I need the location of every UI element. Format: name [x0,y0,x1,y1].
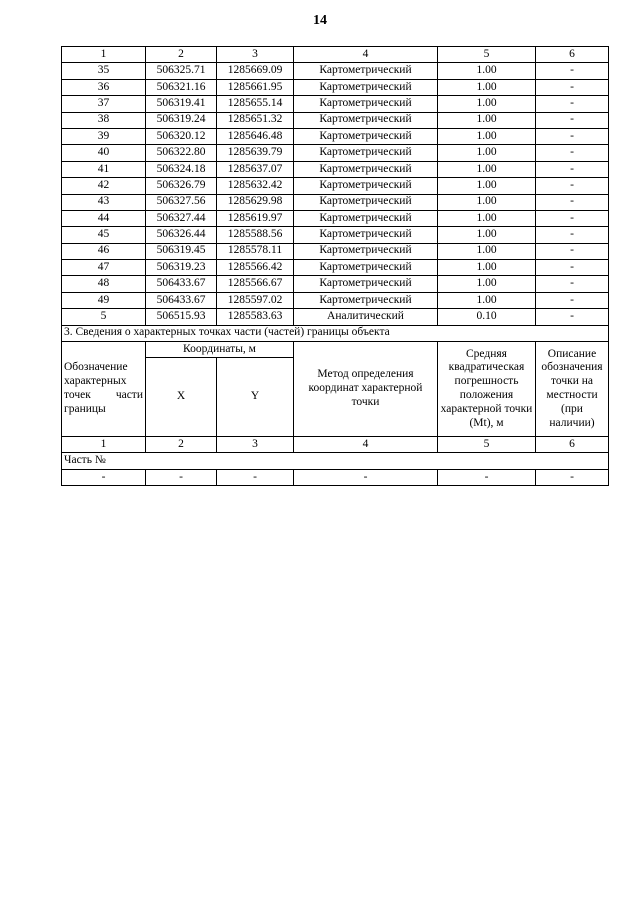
col-number: 6 [536,47,609,63]
y-coordinate-cell: 1285632.42 [217,178,294,194]
method-cell: Картометрический [294,112,438,128]
point-id-cell: 44 [62,210,146,226]
point-id-cell: 41 [62,161,146,177]
table-row [62,96,609,112]
method-header: Метод определения координат характерной точки [294,342,438,437]
point-id-cell: 39 [62,128,146,144]
table-row [62,79,609,95]
description-cell: - [536,63,609,79]
page-number: 14 [313,13,327,28]
x-coordinate-cell: 506324.18 [146,161,217,177]
y-coordinate-cell: 1285566.42 [217,260,294,276]
method-cell: Картометрический [294,63,438,79]
x-coordinate-cell: 506327.44 [146,210,217,226]
y-coordinate-cell: 1285566.67 [217,276,294,292]
description-cell: - [536,194,609,210]
method-cell: Картометрический [294,178,438,194]
x-coordinate-cell: 506320.12 [146,128,217,144]
error-cell: 1.00 [438,260,536,276]
description-cell: - [536,292,609,308]
method-cell: Картометрический [294,260,438,276]
error-cell: 1.00 [438,276,536,292]
empty-cell: - [62,469,146,485]
x-coordinate-cell: 506322.80 [146,145,217,161]
description-cell: - [536,309,609,325]
col-number: 2 [146,47,217,63]
y-coordinate-cell: 1285597.02 [217,292,294,308]
section-title: 3. Сведения о характерных точках части (частей) границы объекта [62,325,609,341]
y-coordinate-cell: 1285629.98 [217,194,294,210]
section-header-row [62,342,609,358]
error-header: Средняя квадратическая погрешность положения характерной точки (Mt), м [438,342,536,437]
y-coordinate-cell: 1285639.79 [217,145,294,161]
table-row [62,227,609,243]
y-coordinate-cell: 1285619.97 [217,210,294,226]
x-header: X [146,358,217,437]
description-header: Описание обозначения точки на местности (при наличии) [536,342,609,437]
description-cell: - [536,243,609,259]
description-cell: - [536,145,609,161]
x-coordinate-cell: 506326.44 [146,227,217,243]
description-cell: - [536,128,609,144]
description-cell: - [536,210,609,226]
empty-part-row [62,469,609,485]
point-id-cell: 47 [62,260,146,276]
table-row [62,210,609,226]
method-cell: Картометрический [294,79,438,95]
error-cell: 1.00 [438,79,536,95]
col-number: 6 [536,437,609,453]
x-coordinate-cell: 506433.67 [146,292,217,308]
method-cell: Картометрический [294,128,438,144]
method-cell: Картометрический [294,194,438,210]
column-number-row [62,47,609,63]
error-cell: 1.00 [438,96,536,112]
table-row [62,178,609,194]
empty-cell: - [438,469,536,485]
error-cell: 0.10 [438,309,536,325]
point-id-cell: 40 [62,145,146,161]
table-row [62,243,609,259]
y-coordinate-cell: 1285588.56 [217,227,294,243]
table-row [62,292,609,308]
error-cell: 1.00 [438,227,536,243]
error-cell: 1.00 [438,112,536,128]
description-cell: - [536,112,609,128]
error-cell: 1.00 [438,63,536,79]
y-coordinate-cell: 1285669.09 [217,63,294,79]
table-row [62,276,609,292]
description-cell: - [536,276,609,292]
coordinates-header: Координаты, м [146,342,294,358]
point-id-cell: 38 [62,112,146,128]
point-id-cell: 46 [62,243,146,259]
point-id-cell: 43 [62,194,146,210]
y-coordinate-cell: 1285655.14 [217,96,294,112]
method-cell: Картометрический [294,161,438,177]
description-cell: - [536,260,609,276]
method-cell: Картометрический [294,276,438,292]
description-cell: - [536,178,609,194]
x-coordinate-cell: 506515.93 [146,309,217,325]
description-cell: - [536,96,609,112]
col-number: 4 [294,47,438,63]
col-number: 4 [294,437,438,453]
empty-cell: - [146,469,217,485]
point-id-cell: 36 [62,79,146,95]
method-cell: Аналитический [294,309,438,325]
x-coordinate-cell: 506325.71 [146,63,217,79]
error-cell: 1.00 [438,194,536,210]
col-number: 3 [217,437,294,453]
method-cell: Картометрический [294,96,438,112]
col-number: 1 [62,47,146,63]
table-row [62,128,609,144]
point-id-cell: 48 [62,276,146,292]
x-coordinate-cell: 506326.79 [146,178,217,194]
x-coordinate-cell: 506319.41 [146,96,217,112]
empty-cell: - [294,469,438,485]
method-cell: Картометрический [294,227,438,243]
method-cell: Картометрический [294,292,438,308]
point-id-cell: 5 [62,309,146,325]
table-row [62,194,609,210]
part-label-row [62,453,609,469]
col-number: 1 [62,437,146,453]
table-row [62,260,609,276]
point-id-cell: 42 [62,178,146,194]
table-row [62,309,609,325]
coordinates-table [61,46,609,486]
error-cell: 1.00 [438,161,536,177]
y-coordinate-cell: 1285578.11 [217,243,294,259]
col-number: 5 [438,47,536,63]
description-cell: - [536,227,609,243]
error-cell: 1.00 [438,243,536,259]
error-cell: 1.00 [438,178,536,194]
x-coordinate-cell: 506319.24 [146,112,217,128]
x-coordinate-cell: 506433.67 [146,276,217,292]
x-coordinate-cell: 506319.45 [146,243,217,259]
col-number: 3 [217,47,294,63]
part-label: Часть № [62,453,609,469]
y-coordinate-cell: 1285651.32 [217,112,294,128]
x-coordinate-cell: 506319.23 [146,260,217,276]
y-coordinate-cell: 1285661.95 [217,79,294,95]
method-cell: Картометрический [294,145,438,161]
empty-cell: - [217,469,294,485]
description-cell: - [536,79,609,95]
description-cell: - [536,161,609,177]
x-coordinate-cell: 506321.16 [146,79,217,95]
y-header: Y [217,358,294,437]
point-id-cell: 37 [62,96,146,112]
y-coordinate-cell: 1285583.63 [217,309,294,325]
x-coordinate-cell: 506327.56 [146,194,217,210]
method-cell: Картометрический [294,243,438,259]
point-id-cell: 49 [62,292,146,308]
point-id-cell: 45 [62,227,146,243]
error-cell: 1.00 [438,128,536,144]
table-row [62,63,609,79]
point-id-cell: 35 [62,63,146,79]
table-row [62,145,609,161]
col-number: 5 [438,437,536,453]
point-designation-header: Обозначение характерных точек части границы [62,342,146,437]
section-title-row [62,325,609,341]
col-number: 2 [146,437,217,453]
table-row [62,112,609,128]
method-cell: Картометрический [294,210,438,226]
table-row [62,161,609,177]
error-cell: 1.00 [438,292,536,308]
y-coordinate-cell: 1285637.07 [217,161,294,177]
error-cell: 1.00 [438,210,536,226]
empty-cell: - [536,469,609,485]
error-cell: 1.00 [438,145,536,161]
section-number-row [62,437,609,453]
y-coordinate-cell: 1285646.48 [217,128,294,144]
